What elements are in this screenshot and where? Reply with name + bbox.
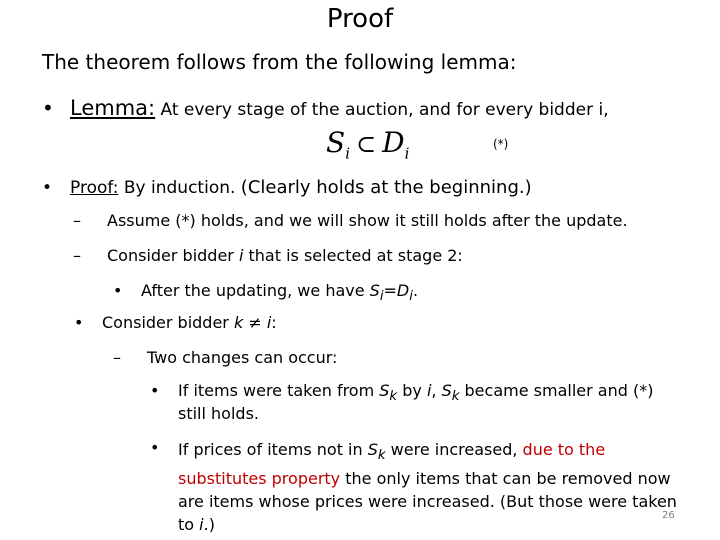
var-s: S: [367, 440, 378, 459]
formula-tag: (*): [493, 137, 509, 151]
formula-d: D: [382, 126, 405, 159]
formula-sub-i2: i: [404, 144, 410, 163]
items-taken-text: [178, 381, 658, 423]
items-taken-line: [150, 381, 658, 423]
proof-note: (Clearly holds at the beginning.): [240, 177, 532, 198]
sub-i: i: [379, 289, 384, 305]
substitutes-highlight: due to the substitutes property: [178, 440, 606, 489]
var-s: S: [441, 381, 452, 400]
dash-icon: –: [73, 246, 81, 265]
slide-title: Proof: [326, 4, 394, 34]
text: .): [203, 515, 215, 535]
text: :: [271, 313, 277, 332]
lemma-line: [42, 96, 609, 120]
sub-k: k: [451, 389, 460, 405]
dash-icon: –: [73, 211, 81, 230]
text: Two changes can occur:: [147, 348, 338, 367]
text: After the updating, we have: [141, 281, 370, 300]
formula-sub-i: i: [345, 144, 350, 163]
bullet-icon: •: [113, 281, 123, 300]
text: .: [412, 281, 419, 300]
text: still holds.: [178, 404, 259, 424]
text: became smaller and (*): [459, 381, 654, 400]
text: were increased,: [385, 440, 523, 459]
var-k-neq-i: k ≠ i: [233, 313, 272, 332]
var-i: i: [238, 246, 244, 265]
prices-increased-line: [150, 438, 678, 536]
lemma-text: At every stage of the auction, and for every bidder i,: [155, 100, 609, 120]
bullet-icon: •: [42, 96, 54, 120]
consider-k-line: [74, 313, 277, 332]
assume-line: [73, 211, 628, 230]
sub-i: i: [409, 289, 413, 305]
page-number: 26: [662, 510, 675, 521]
text: the only items that can be removed now are items whose prices were increased. (But those were taken to: [178, 469, 677, 535]
intro-text: The theorem follows from the following lemma:: [42, 50, 517, 74]
text: ,: [431, 381, 442, 400]
formula-s: S: [326, 126, 346, 159]
proof-label: Proof:: [70, 178, 119, 198]
bullet-icon: •: [74, 313, 84, 332]
text: Consider bidder: [107, 246, 239, 265]
dash-icon: –: [113, 348, 121, 367]
subset-symbol: ⊂: [356, 130, 377, 158]
lemma-formula: [326, 126, 409, 163]
text: that is selected at stage 2:: [243, 246, 463, 265]
lemma-label: Lemma:: [70, 96, 156, 120]
var-d: D: [396, 281, 410, 300]
assume-text: Assume (*) holds, and we will show it still holds after the update.: [107, 211, 628, 230]
bullet-icon: •: [150, 381, 160, 400]
consider-i-line: [73, 246, 463, 265]
text: If items were taken from: [178, 381, 380, 400]
text: Consider bidder: [102, 313, 234, 332]
var-s: S: [369, 281, 380, 300]
var-i: i: [426, 381, 432, 400]
bullet-icon: •: [150, 438, 160, 457]
sub-k: k: [377, 448, 386, 464]
var-i: i: [199, 515, 204, 535]
text: If prices of items not in: [178, 440, 368, 459]
proof-line: [42, 177, 532, 198]
prices-increased-text: [178, 438, 678, 536]
proof-text: By induction.: [118, 178, 241, 198]
sub-k: k: [389, 389, 398, 405]
bullet-icon: •: [42, 178, 53, 198]
two-changes-line: [113, 348, 337, 367]
text: by: [397, 381, 427, 400]
var-s: S: [379, 381, 390, 400]
after-update-line: [113, 281, 418, 304]
equals: =: [383, 281, 397, 300]
